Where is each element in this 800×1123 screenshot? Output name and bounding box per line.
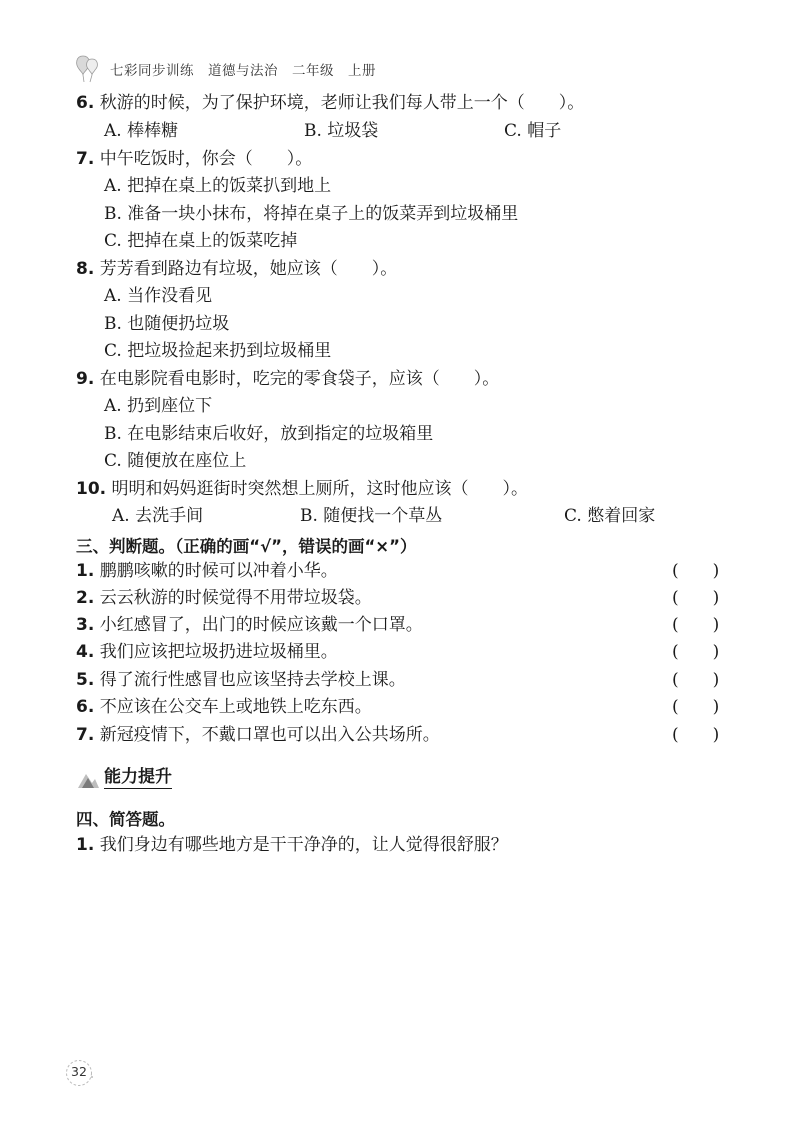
item-number: 1. bbox=[76, 561, 95, 581]
question-number: 8. bbox=[76, 259, 95, 279]
item-text: 新冠疫情下，不戴口罩也可以出入公共场所。 bbox=[99, 725, 440, 745]
question-10 bbox=[76, 478, 528, 500]
option-a: A. 把掉在桌上的饭菜扒到地上 bbox=[104, 176, 332, 196]
item-text: 不应该在公交车上或地铁上吃东西。 bbox=[99, 697, 372, 717]
option-a: A. 当作没看见 bbox=[104, 286, 213, 306]
header-volume: 上册 bbox=[348, 63, 376, 79]
option-b: B. 随便找一个草丛 bbox=[300, 506, 443, 526]
header-grade: 二年级 bbox=[292, 63, 334, 79]
item-number: 1. bbox=[76, 835, 95, 855]
question-9 bbox=[76, 368, 499, 390]
judge-item-7 bbox=[76, 724, 440, 746]
item-text: 小红感冒了，出门的时候应该戴一个口罩。 bbox=[99, 615, 423, 635]
question-number: 10. bbox=[76, 479, 107, 499]
running-header bbox=[74, 54, 376, 84]
question-stem: 在电影院看电影时，吃完的零食袋子，应该（ ）。 bbox=[99, 369, 500, 389]
question-number: 9. bbox=[76, 369, 95, 389]
answer-blank[interactable]: ( ) bbox=[672, 642, 720, 662]
balloon-icon bbox=[74, 54, 102, 84]
item-number: 7. bbox=[76, 725, 95, 745]
item-text: 我们身边有哪些地方是干干净净的，让人觉得很舒服？ bbox=[99, 835, 508, 855]
item-number: 3. bbox=[76, 615, 95, 635]
header-subject: 道德与法治 bbox=[208, 63, 278, 79]
question-8 bbox=[76, 258, 397, 280]
answer-blank[interactable]: ( ) bbox=[672, 670, 720, 690]
section-judge-title: 三、判断题。（正确的画“√”，错误的画“×”） bbox=[76, 537, 417, 556]
option-c: C. 随便放在座位上 bbox=[104, 451, 247, 471]
page-number: 32 bbox=[71, 1064, 87, 1079]
option-b: B. 垃圾袋 bbox=[304, 121, 379, 141]
mountain-icon bbox=[76, 769, 100, 789]
question-stem: 明明和妈妈逛街时突然想上厕所，这时他应该（ ）。 bbox=[111, 479, 529, 499]
option-c: C. 把掉在桌上的饭菜吃掉 bbox=[104, 231, 298, 251]
answer-blank[interactable]: ( ) bbox=[672, 697, 720, 717]
question-stem: 芳芳看到路边有垃圾，她应该（ ）。 bbox=[99, 259, 398, 279]
option-b: B. 也随便扔垃圾 bbox=[104, 314, 230, 334]
section-short-answer-title: 四、简答题。 bbox=[76, 810, 175, 829]
ability-heading bbox=[76, 762, 172, 789]
option-b: B. 准备一块小抹布，将掉在桌子上的饭菜弄到垃圾桶里 bbox=[104, 204, 519, 224]
option-c: C. 帽子 bbox=[504, 121, 562, 141]
judge-item-1 bbox=[76, 560, 338, 582]
option-a: A. 去洗手间 bbox=[112, 506, 204, 526]
question-stem: 秋游的时候，为了保护环境，老师让我们每人带上一个（ ）。 bbox=[99, 93, 585, 113]
item-text: 我们应该把垃圾扔进垃圾桶里。 bbox=[99, 642, 338, 662]
option-a: A. 扔到座位下 bbox=[104, 396, 213, 416]
judge-item-4 bbox=[76, 641, 338, 663]
item-text: 鹏鹏咳嗽的时候可以冲着小华。 bbox=[99, 561, 338, 581]
judge-item-6 bbox=[76, 696, 372, 718]
answer-blank[interactable]: ( ) bbox=[672, 725, 720, 745]
item-number: 5. bbox=[76, 670, 95, 690]
option-b: B. 在电影结束后收好，放到指定的垃圾箱里 bbox=[104, 424, 434, 444]
judge-item-3 bbox=[76, 614, 423, 636]
judge-item-2 bbox=[76, 587, 372, 609]
item-text: 得了流行性感冒也应该坚持去学校上课。 bbox=[99, 670, 406, 690]
question-stem: 中午吃饭时，你会（ ）。 bbox=[99, 149, 313, 169]
short-answer-item-1 bbox=[76, 834, 508, 856]
header-series: 七彩同步训练 bbox=[110, 63, 194, 79]
question-7 bbox=[76, 148, 312, 170]
item-number: 6. bbox=[76, 697, 95, 717]
option-c: C. 憋着回家 bbox=[564, 506, 656, 526]
answer-blank[interactable]: ( ) bbox=[672, 615, 720, 635]
question-number: 6. bbox=[76, 93, 95, 113]
option-a: A. 棒棒糖 bbox=[104, 121, 179, 141]
answer-blank[interactable]: ( ) bbox=[672, 588, 720, 608]
question-number: 7. bbox=[76, 149, 95, 169]
question-6 bbox=[76, 92, 584, 114]
answer-blank[interactable]: ( ) bbox=[672, 561, 720, 581]
option-c: C. 把垃圾捡起来扔到垃圾桶里 bbox=[104, 341, 332, 361]
item-text: 云云秋游的时候觉得不用带垃圾袋。 bbox=[99, 588, 372, 608]
item-number: 2. bbox=[76, 588, 95, 608]
item-number: 4. bbox=[76, 642, 95, 662]
ability-label: 能力提升 bbox=[104, 762, 172, 789]
judge-item-5 bbox=[76, 669, 406, 691]
